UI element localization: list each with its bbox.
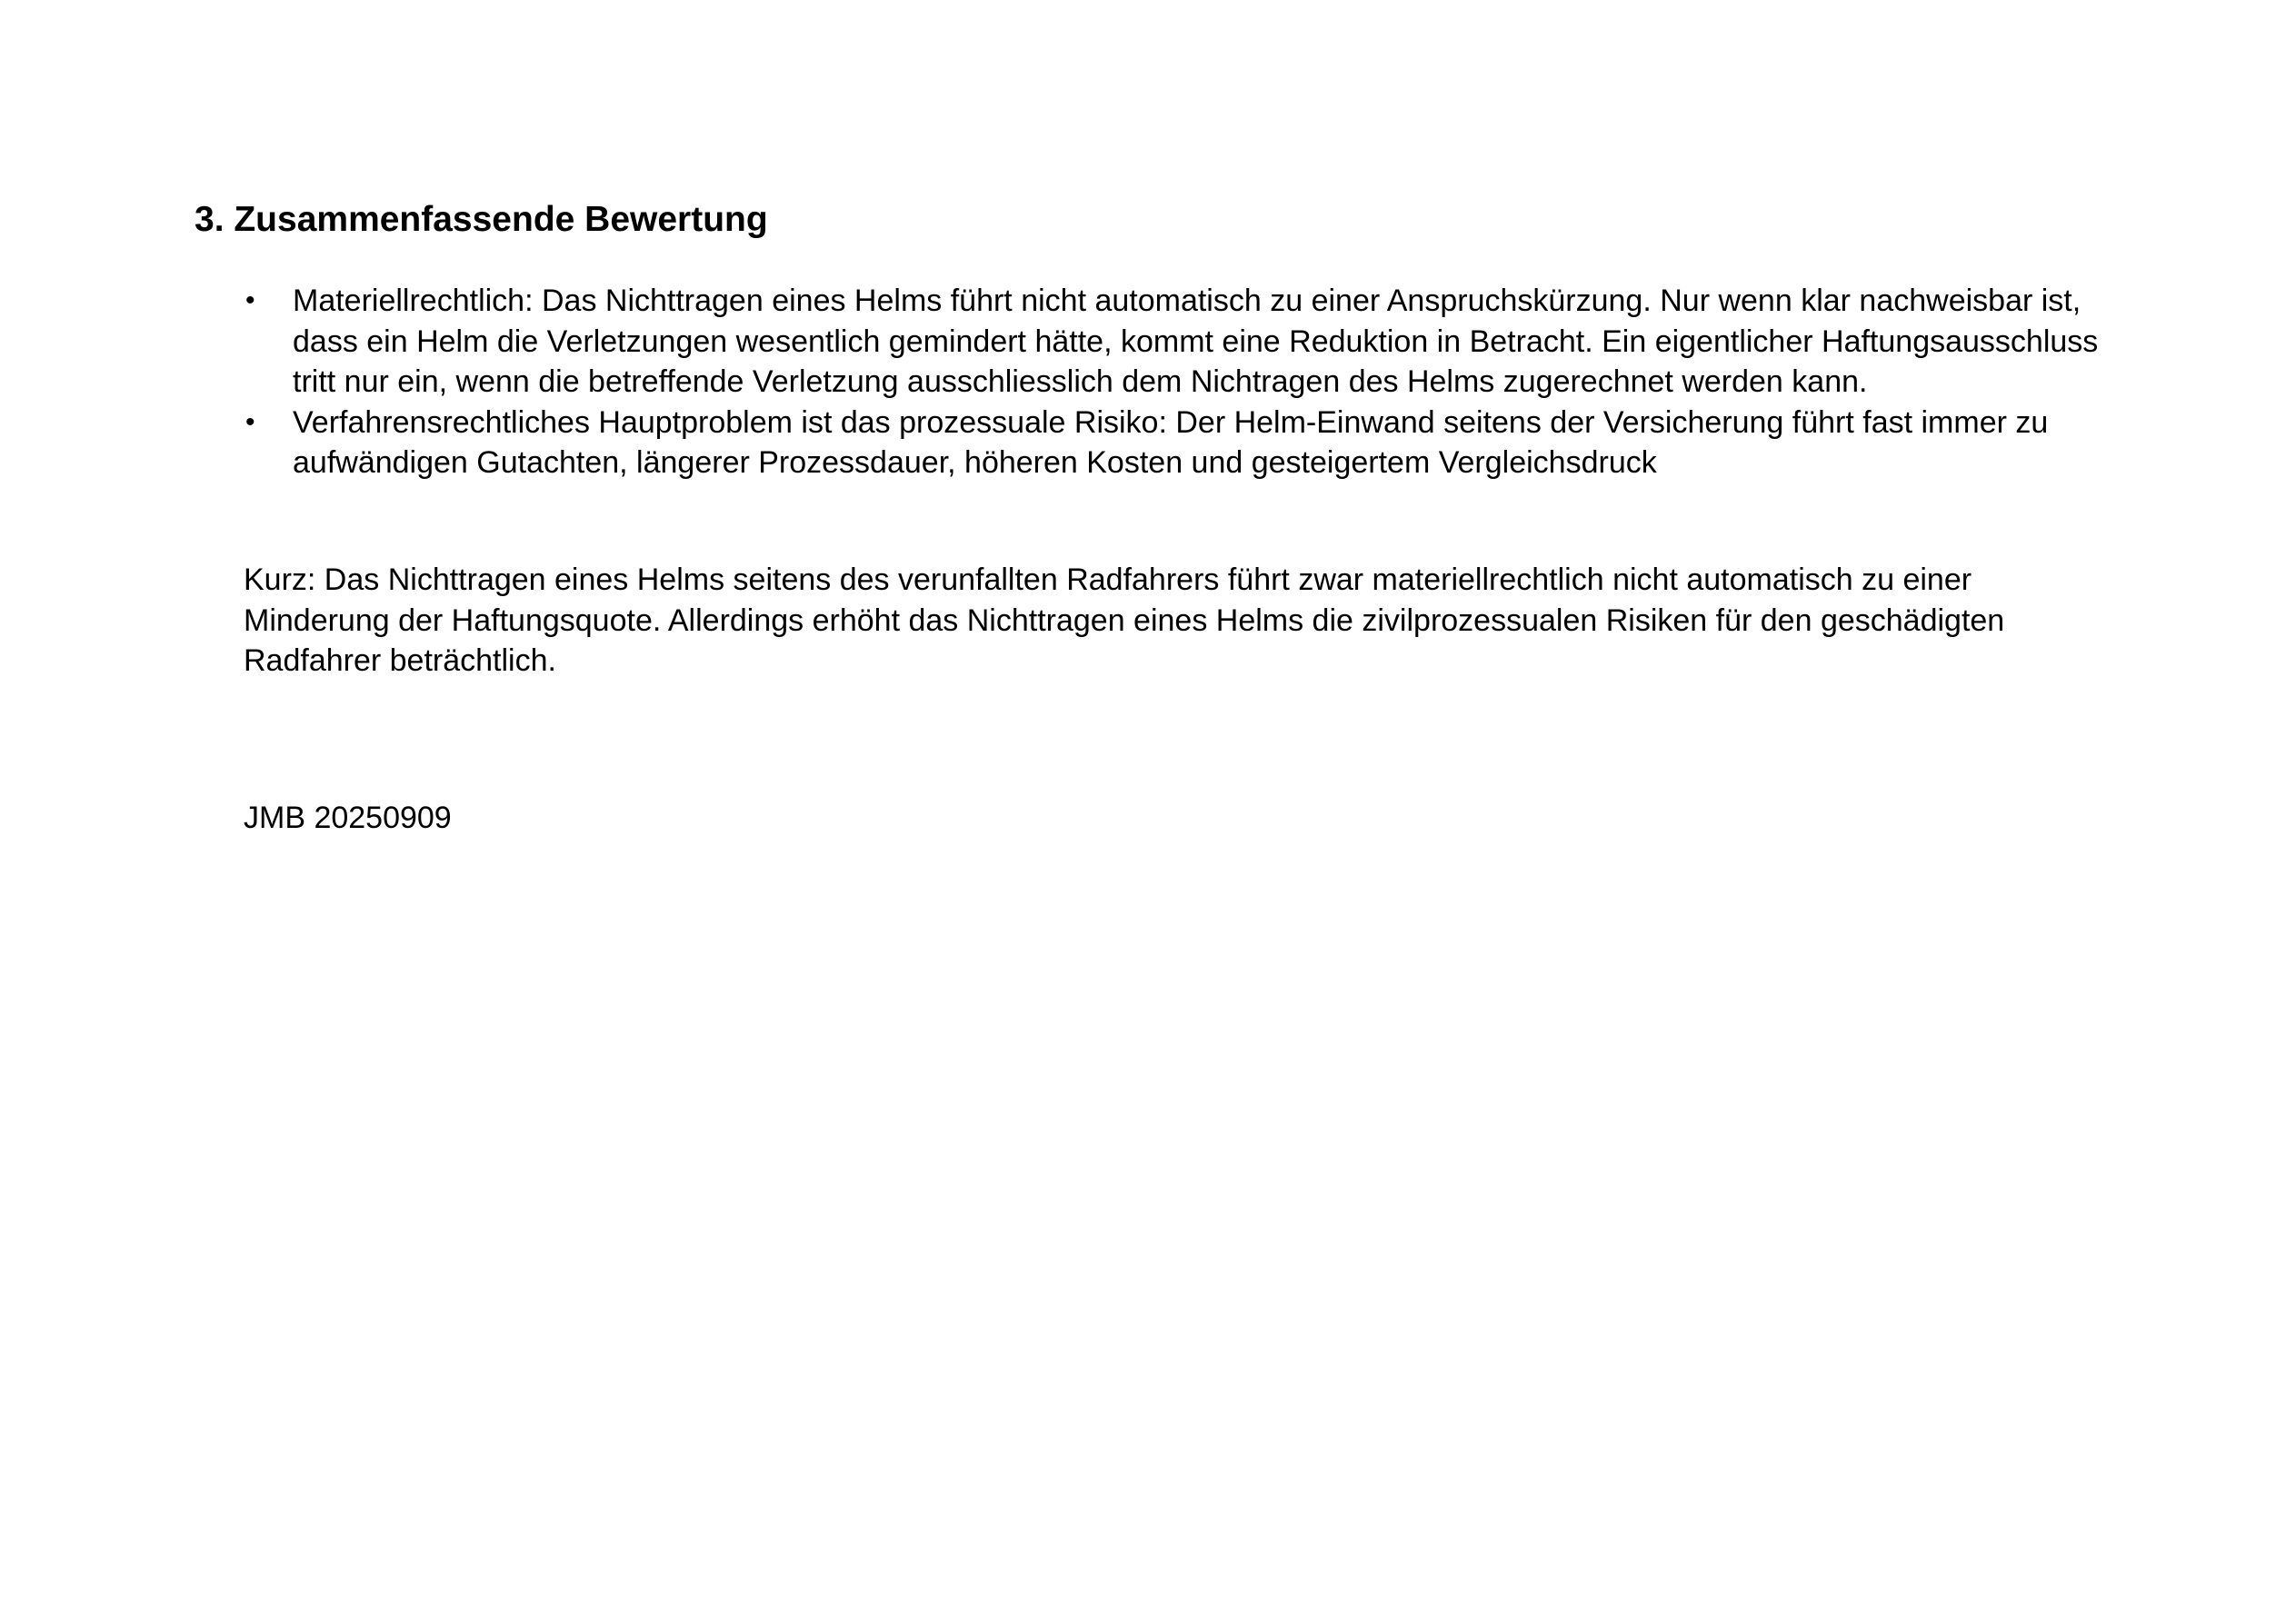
signature-date: JMB 20250909 — [244, 801, 452, 835]
list-item-text: Verfahrensrechtliches Hauptproblem ist das prozessuale Risiko: Der Helm-Einwand seitens der Versicherung führt fast immer zu aufwändigen Gutachten, längerer Prozessdauer, höheren Kosten und gesteigertem Vergleichsdruck — [293, 404, 2049, 480]
list-item — [244, 281, 2143, 403]
section-heading: 3. Zusammenfassende Bewertung — [195, 200, 768, 239]
bullet-icon: • — [245, 406, 255, 437]
bullet-icon: • — [245, 285, 255, 315]
list-item-text: Materiellrechtlich: Das Nichttragen eines Helms führt nicht automatisch zu einer Anspruchskürzung. Nur wenn klar nachweisbar ist, dass ein Helm die Verletzungen wesentlich gemindert hätte, kommt eine Reduktion in Betracht. Ein eigentlicher Haftungsausschluss tritt nur ein, wenn die betreffende Verletzung ausschliesslich dem Nichtragen des Helms zugerechnet werden kann. — [293, 284, 2099, 399]
list-item — [244, 403, 2143, 483]
bullet-list — [244, 281, 2143, 483]
summary-paragraph: Kurz: Das Nichttragen eines Helms seitens des verunfallten Radfahrers führt zwar materiellrechtlich nicht automatisch zu einer Minderung der Haftungsquote. Allerdings erhöht das Nichttragen eines Helms die zivilprozessualen Risiken für den geschädigten Radfahrer beträchtlich. — [244, 563, 2005, 678]
